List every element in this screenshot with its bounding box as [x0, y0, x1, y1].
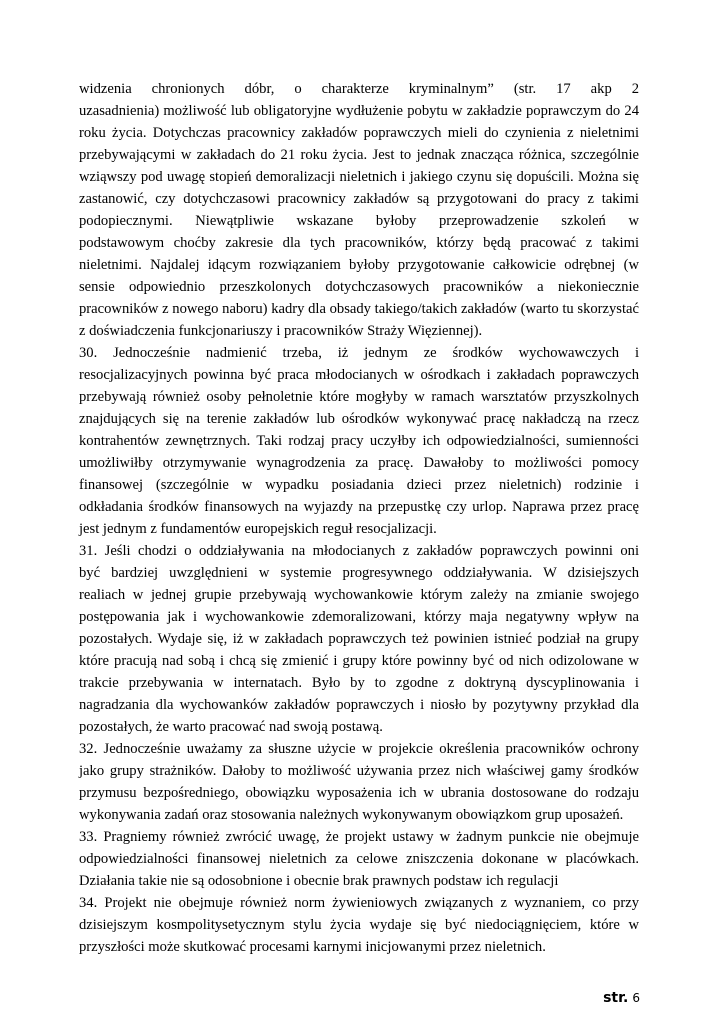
text-line: realiach w jednej grupie przebywają wychowankowie którym zależy na zmianie swojego: [79, 587, 639, 603]
text-line: umożliwiłby otrzymywanie wynagrodzenia za pracę. Dawałoby to możliwości pomocy: [79, 455, 639, 471]
text-line: sensie odpowiednio przeszkolonych dotychczasowych pracowników a niekoniecznie: [79, 279, 639, 295]
text-line: nieletnimi. Najdalej idącym rozwiązaniem byłoby przygotowanie całkowicie odrębnej (w: [79, 257, 639, 273]
text-line: roku życia. Dotychczas pracownicy zakładów poprawczych mieli do czynienia z nieletnimi: [79, 125, 639, 141]
text-line: wziąwszy pod uwagę stopień demoralizacji nieletnich i jakiego czynu się dopuścili. Można się: [79, 169, 639, 185]
text-line: wykonywania zadań oraz stosowania należnych wykonywanym obowiązkom grup uposażeń.: [79, 807, 624, 823]
text-line: kontrahentów zewnętrznych. Taki rodzaj pracy uczyłby ich odpowiedzialności, sumienności: [79, 433, 639, 449]
text-line: finansowej (szczególnie w wypadku posiadania dzieci przez nieletnich) rodzinie i: [79, 477, 639, 493]
text-line: trakcie przebywania w internatach. Było by to zgodne z doktryną dyscyplinowania i: [79, 675, 639, 691]
text-line: uzasadnienia) możliwość lub obligatoryjne wydłużenie pobytu w zakładzie poprawczym do 24: [79, 103, 639, 119]
text-line: podopiecznymi. Niewątpliwie wskazane byłoby przeprowadzenie szkoleń w: [79, 213, 639, 229]
text-line: zastanowić, czy dotychczasowi pracownicy zakładów są przygotowani do pracy z takimi: [79, 191, 639, 207]
text-line: podstawowym choćby zakresie dla tych pracowników, którzy będą pracować z takimi: [79, 235, 639, 251]
page-number-label: str.: [603, 990, 629, 1006]
text-line: nagradzania dla wychowanków zakładów poprawczych i niosło by pozytywny przykład dla: [79, 697, 639, 713]
text-line: przebywającymi w zakładach do 21 roku życia. Jest to jednak znacząca różnica, szczególnie: [79, 147, 639, 163]
text-line: dzisiejszym kosmpolitysetycznym stylu życia wydaje się być niedociągnięciem, które w: [79, 917, 639, 933]
paragraph-32-line: 32. Jednocześnie uważamy za słuszne użycie w projekcie określenia pracowników ochrony: [79, 741, 639, 757]
text-line: przebywają również osoby pełnoletnie które mogłyby w ramach warsztatów przyszkolnych: [79, 389, 639, 405]
paragraph-33-line: 33. Pragniemy również zwrócić uwagę, że projekt ustawy w żadnym punkcie nie obejmuje: [79, 829, 639, 845]
text-line: pozostałych. Wydaje się, iż w zakładach poprawczych też powinien istnieć podział na grupy: [79, 631, 639, 647]
text-line: z doświadczenia funkcjonariuszy i pracowników Straży Więziennej).: [79, 323, 483, 339]
page-number-value: 6: [632, 991, 640, 1005]
text-line: które pracują nad sobą i chcą się zmienić i grupy które powinny być od nich odizolowane w: [79, 653, 639, 669]
text-line: znajdujących się na terenie zakładów lub ośrodków wykonywać pracę nakładczą na rzecz: [79, 411, 639, 427]
text-line: postępowania jak i wychowankowie zdemoralizowani, którzy maja negatywny wpływ na: [79, 609, 639, 625]
text-line: odpowiedzialności finansowej nieletnich za celowe zniszczenia dokonane w placówkach.: [79, 851, 639, 867]
text-line: odkładania środków finansowych na wyjazdy na przepustkę czy urlop. Naprawa przez pracę: [79, 499, 639, 515]
text-line: być bardziej uwzględnieni w systemie progresywnego oddziaływania. W dzisiejszych: [79, 565, 639, 581]
text-line: przyszłości może skutkować procesami karnymi inicjowanymi przez nieletnich.: [79, 939, 546, 955]
text-line: przymusu bezpośredniego, obowiązku wyposażenia ich w ubrania dostosowane do rodzaju: [79, 785, 639, 801]
text-line: pracowników z nowego naboru) kadry dla obsady takiego/takich zakładów (warto tu skorzystać: [79, 301, 639, 317]
paragraph-34-line: 34. Projekt nie obejmuje również norm żywieniowych związanych z wyznaniem, co przy: [79, 895, 639, 911]
text-line: Działania takie nie są odosobnione i obecnie brak prawnych podstaw ich regulacji: [79, 873, 559, 889]
text-line: resocjalizacyjnych powinna być praca młodocianych w ośrodkach i zakładach poprawczych: [79, 367, 639, 383]
page-number: [603, 990, 640, 1006]
text-line: widzenia chronionych dóbr, o charakterze kryminalnym” (str. 17 akp 2: [79, 81, 639, 97]
text-line: jako grupy strażników. Dałoby to możliwość używania przez nich właściwej gamy środków: [79, 763, 639, 779]
paragraph-30-line: 30. Jednocześnie nadmienić trzeba, iż jednym ze środków wychowawczych i: [79, 345, 639, 361]
text-line: jest jednym z fundamentów europejskich reguł resocjalizacji.: [79, 521, 437, 537]
text-line: pozostałych, że warto pracować nad swoją postawą.: [79, 719, 383, 735]
paragraph-31-line: 31. Jeśli chodzi o oddziaływania na młodocianych z zakładów poprawczych powinni oni: [79, 543, 639, 559]
